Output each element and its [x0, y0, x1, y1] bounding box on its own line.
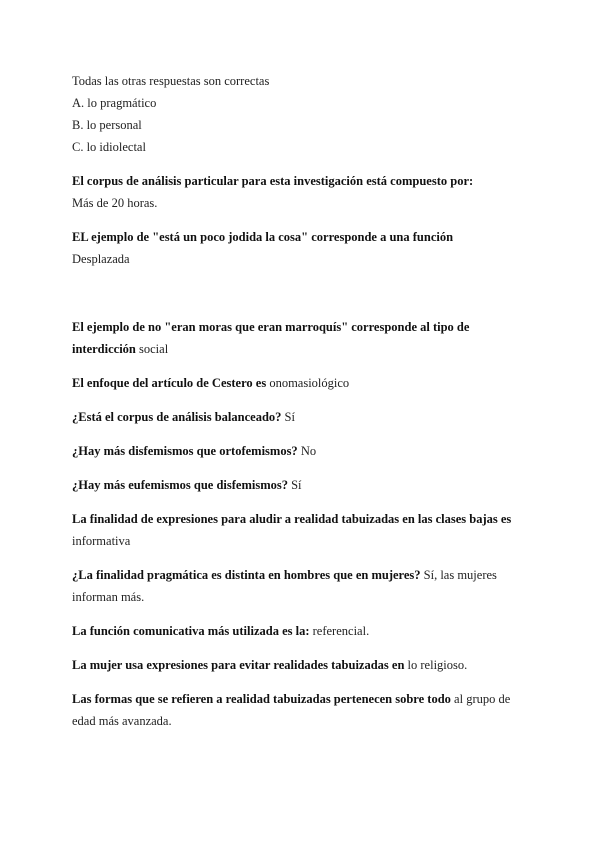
question-10 [72, 620, 532, 642]
answer-6: No [300, 444, 317, 458]
question-3-text: El ejemplo de no "eran moras que eran marroquís" corresponde al tipo de interdicción [72, 320, 470, 356]
question-9 [72, 564, 532, 608]
question-3 [72, 316, 512, 360]
answer-1: Más de 20 horas. [72, 196, 158, 210]
question-5-text: ¿Está el corpus de análisis balanceado? [72, 410, 282, 424]
question-1-text: El corpus de análisis particular para esta investigación está compuesto por: [72, 174, 474, 188]
answer-8: informativa [72, 534, 131, 548]
option-b: B. lo personal [72, 118, 142, 132]
answer-9: Sí, las mujeres informan más. [72, 568, 497, 604]
question-11 [72, 654, 532, 676]
question-11-text: La mujer usa expresiones para evitar realidades tabuizadas en [72, 658, 405, 672]
question-8-text: La finalidad de expresiones para aludir a realidad tabuizadas en las clases bajas es [72, 512, 512, 526]
question-12 [72, 688, 532, 732]
document-page [72, 70, 532, 732]
question-4-text: El enfoque del artículo de Cestero es [72, 376, 267, 390]
answer-10: referencial. [312, 624, 370, 638]
answer-7: Sí [291, 478, 302, 492]
option-a: A. lo pragmático [72, 96, 157, 110]
question-5 [72, 406, 532, 428]
question-1 [72, 170, 532, 192]
question-12-text: Las formas que se refieren a realidad tabuizadas pertenecen sobre todo [72, 692, 451, 706]
question-4 [72, 372, 532, 394]
answer-12: al grupo de edad más avanzada. [72, 692, 511, 728]
answer-2: Desplazada [72, 252, 130, 266]
question-7 [72, 474, 532, 496]
question-10-text: La función comunicativa más utilizada es la: [72, 624, 310, 638]
question-2 [72, 226, 532, 248]
intro-line: Todas las otras respuestas son correctas [72, 74, 270, 88]
question-2-text: EL ejemplo de "está un poco jodida la cosa" corresponde a una función [72, 230, 454, 244]
answer-11: lo religioso. [407, 658, 468, 672]
answer-4: onomasiológico [269, 376, 350, 390]
answer-3: social [139, 342, 169, 356]
question-8 [72, 508, 532, 552]
question-9-text: ¿La finalidad pragmática es distinta en hombres que en mujeres? [72, 568, 421, 582]
option-c: C. lo idiolectal [72, 140, 146, 154]
question-7-text: ¿Hay más eufemismos que disfemismos? [72, 478, 288, 492]
question-6-text: ¿Hay más disfemismos que ortofemismos? [72, 444, 298, 458]
answer-5: Sí [284, 410, 295, 424]
question-6 [72, 440, 532, 462]
